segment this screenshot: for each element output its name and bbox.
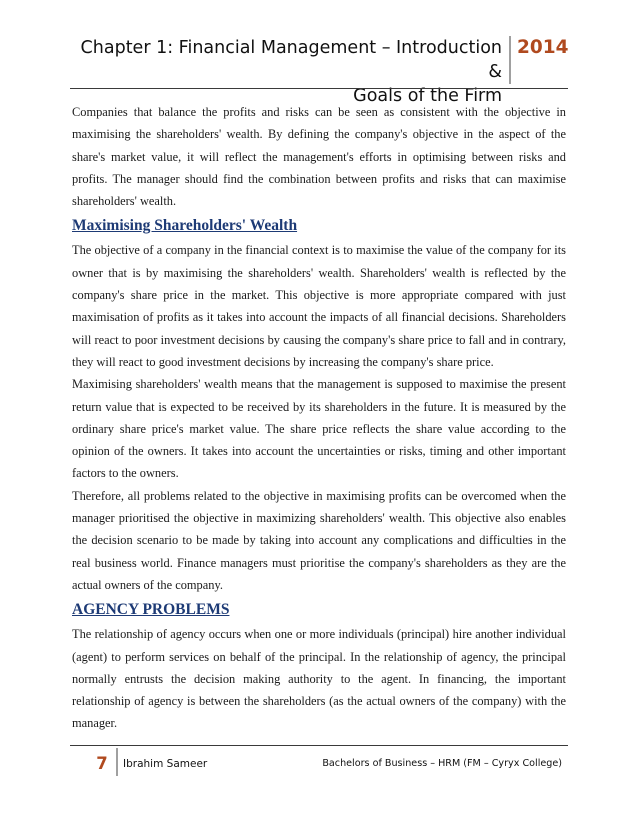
chapter-title-line-1: Chapter 1: Financial Management – Introduction & <box>80 38 502 82</box>
footer-course: Bachelors of Business – HRM (FM – Cyryx College) <box>322 758 562 769</box>
paragraph: Maximising shareholders' wealth means that the management is supposed to maximise the present return value that is expected to be received by its shareholders in the future. It is measured by the ordinary share price's market value. The share price reflects the share value according to the opinion of the owners. It takes into account the uncertainties or risks, timing and other important factors to the owners. <box>72 377 566 481</box>
paragraph: Therefore, all problems related to the objective in maximising profits can be overcomed when the manager prioritised the objective in maximizing shareholders' wealth. This objective also enables the decision scenario to be made by taking into account any complications and difficulties in the real business world. Finance managers must prioritise the company's shareholders as they are the actual owners of the company. <box>72 488 566 592</box>
header-year: 2014 <box>509 36 569 84</box>
footer-separator <box>116 748 118 776</box>
footer-author: Ibrahim Sameer <box>123 758 208 770</box>
footer-divider <box>70 745 568 746</box>
intro-paragraph: Companies that balance the profits and risks can be seen as consistent with the objective in maximising the shareholders' wealth. By defining the company's objective in the aspect of the share's market value, it will reflect the management's efforts in optimising between risks and profits. The manager should find the combination between profits and risks that can maximise shareholders' wealth. <box>72 105 566 209</box>
paragraph: The relationship of agency occurs when one or more individuals (principal) hire another individual (agent) to perform services on behalf of the principal. In the relationship of agency, the principal normally entrusts the decision making authority to the agent. In financing, the important relationship of agency is between the shareholders (as the actual owners of the company) with the manager. <box>72 627 566 731</box>
header-divider <box>70 88 568 89</box>
page-body <box>72 101 566 735</box>
section-heading-agency-problems: AGENCY PROBLEMS <box>72 601 230 619</box>
paragraph: The objective of a company in the financial context is to maximise the value of the company for its owner that is by maximising the shareholders' wealth. Shareholders' wealth is reflected by the company's share price in the market. This objective is more appropriate compared with just maximisation of profits as it takes into account the impacts of all financial decisions. Shareholders will react to poor investment decisions by causing the company's share price to fall and in contrary, they will react to good investment decisions by increasing the company's share price. <box>72 243 566 369</box>
chapter-title <box>70 36 502 108</box>
section-heading-shareholders-wealth: Maximising Shareholders' Wealth <box>72 217 298 235</box>
page-number: 7 <box>96 754 108 773</box>
chapter-title-line-2: Goals of the Firm <box>353 86 502 106</box>
